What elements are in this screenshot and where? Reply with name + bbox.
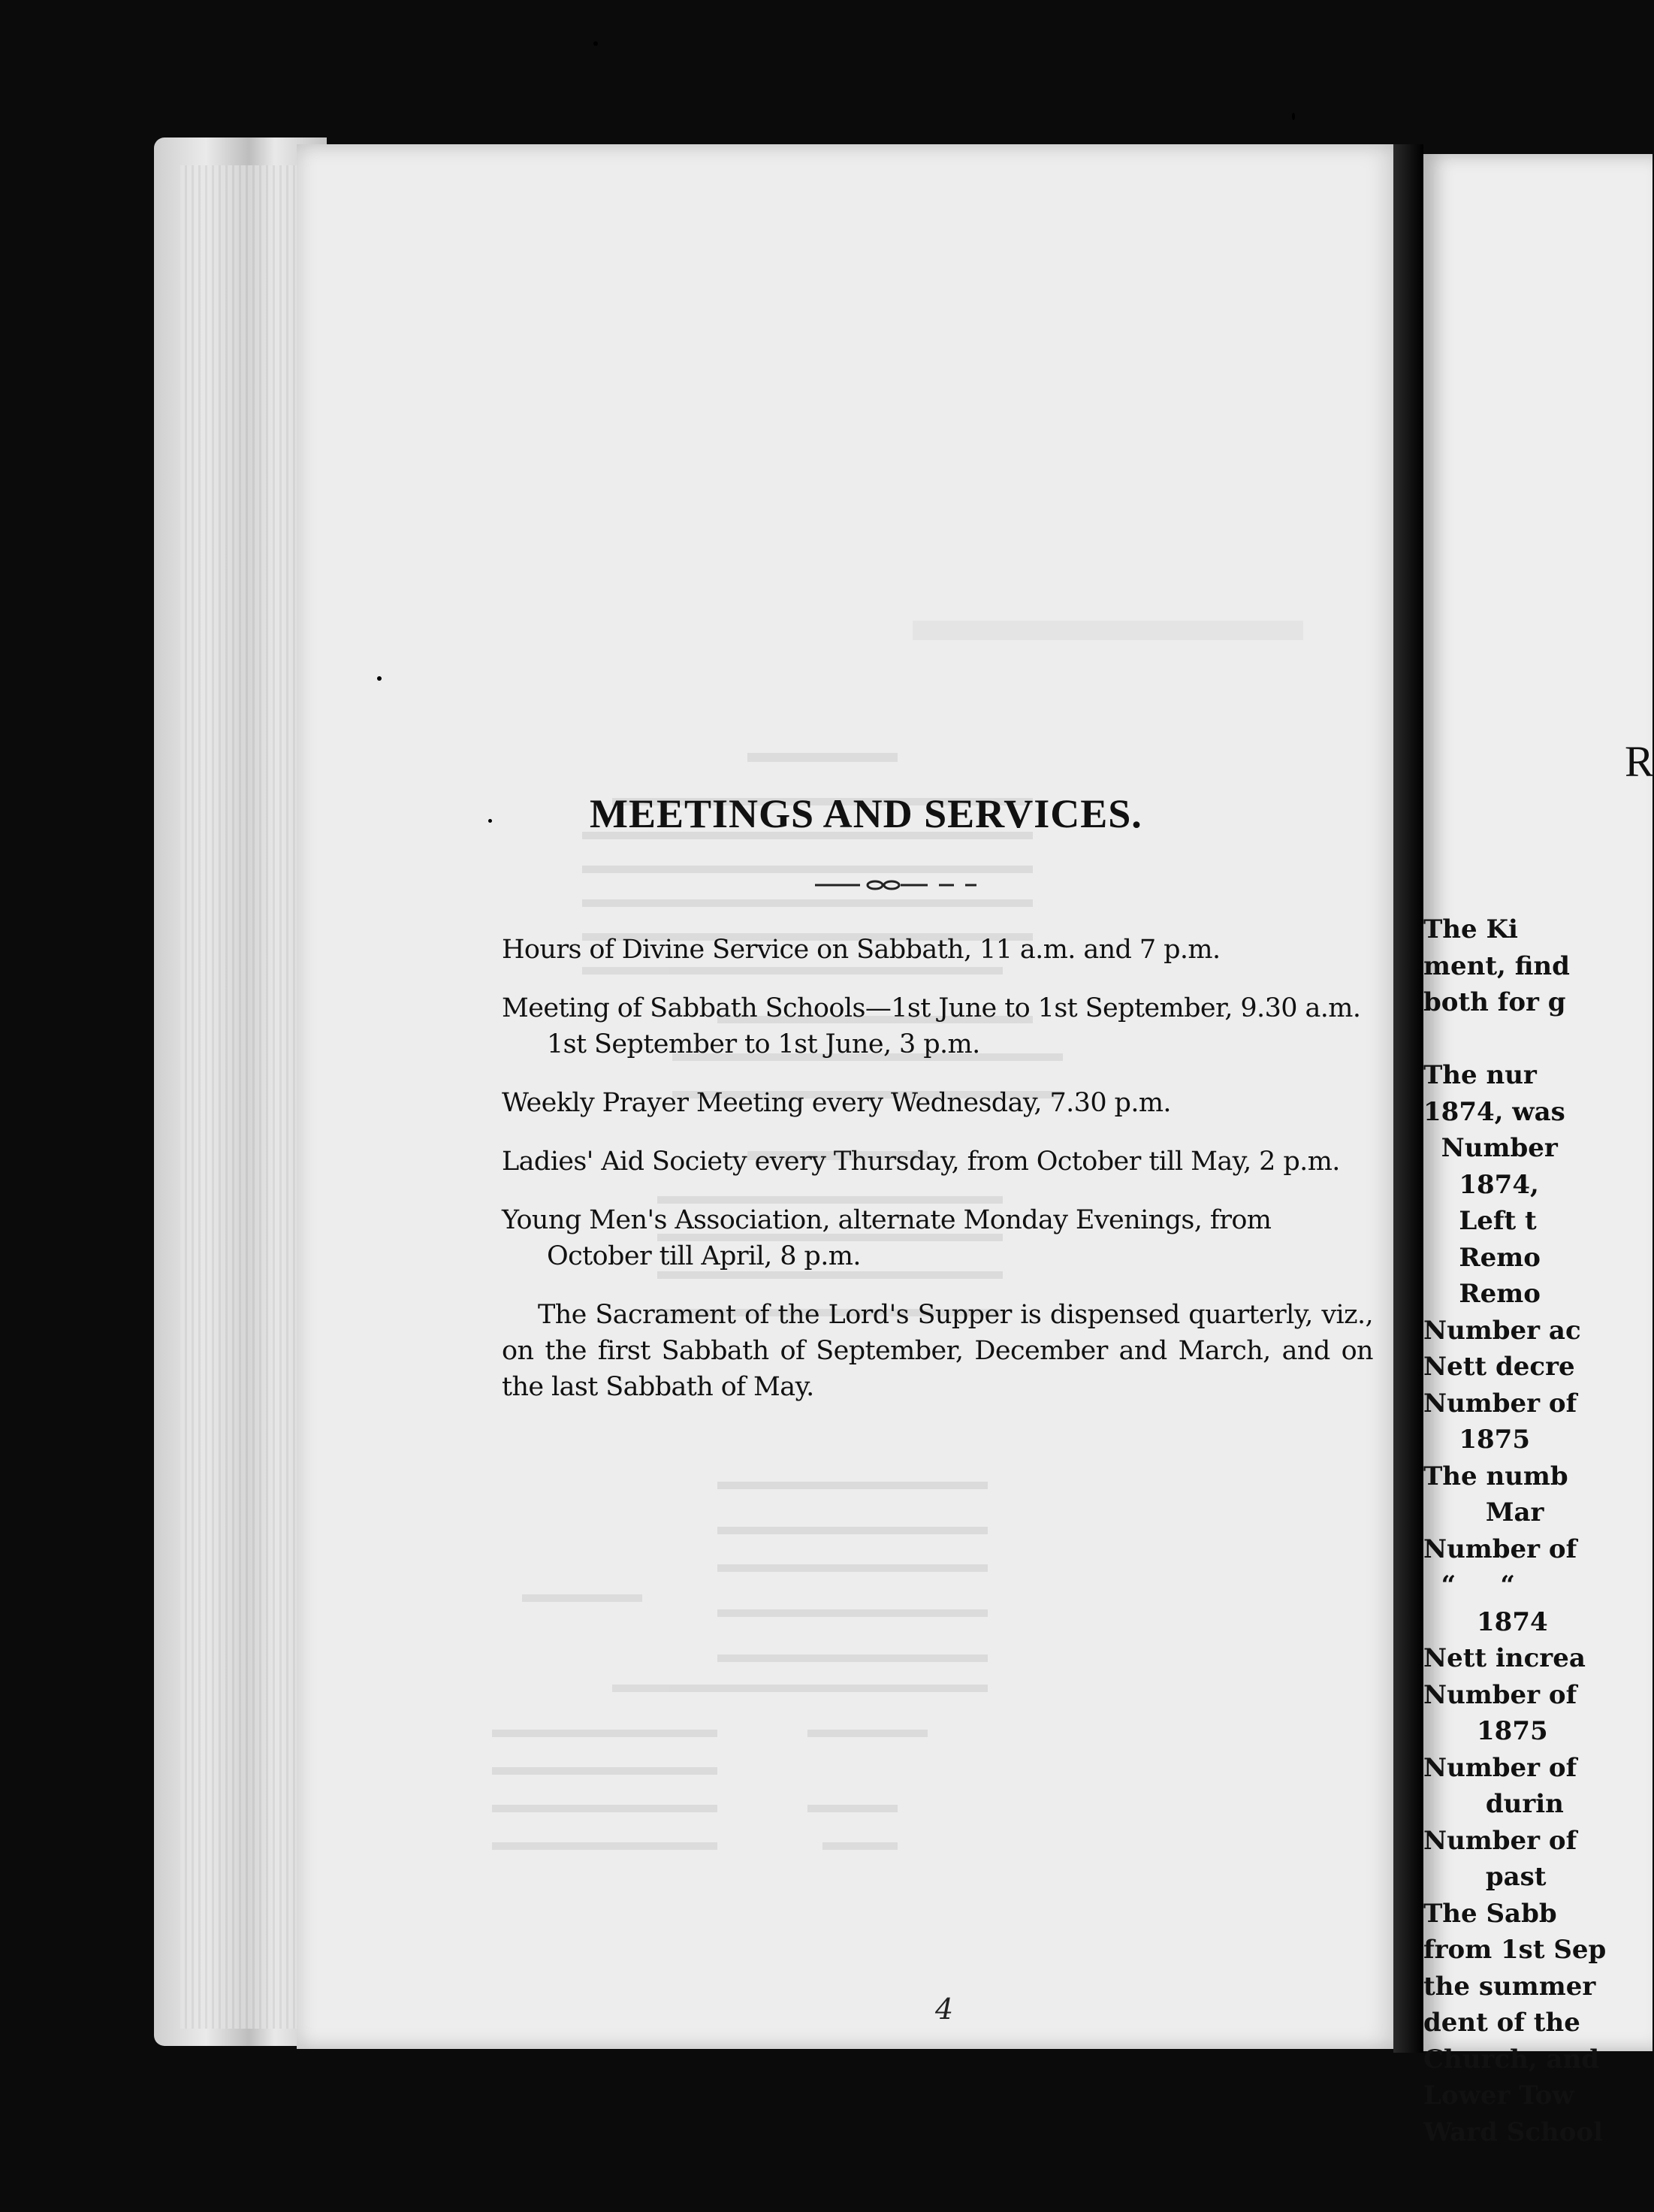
right-page-line: both for g <box>1423 987 1566 1017</box>
right-page-line: 1875 <box>1423 1716 1548 1746</box>
right-page-heading: R <box>1625 737 1654 786</box>
right-page-line: past <box>1423 1862 1547 1892</box>
show-through-officers <box>492 1482 1093 2023</box>
right-page-line: The Sabb <box>1423 1898 1557 1929</box>
right-page-line: 1874, was <box>1423 1096 1565 1127</box>
right-page-line: Number of <box>1423 1534 1577 1564</box>
right-page-text <box>1423 911 1652 2150</box>
right-page-line: Number of <box>1423 1752 1577 1783</box>
right-page-line: durin <box>1423 1789 1564 1819</box>
right-page-line: Left t <box>1423 1206 1537 1236</box>
service-entry: Ladies' Aid Society every Thursday, from October till May, 2 p.m. <box>502 1147 1340 1177</box>
dust-speck <box>488 819 492 823</box>
service-entry: Hours of Divine Service on Sabbath, 11 a.m. and 7 p.m. <box>502 935 1221 965</box>
right-page-line: 1875 <box>1423 1425 1530 1455</box>
service-entry: Weekly Prayer Meeting every Wednesday, 7.30 p.m. <box>502 1088 1171 1118</box>
right-page-line: Nett decre <box>1423 1352 1575 1382</box>
right-page-line: Number of <box>1423 1679 1577 1710</box>
right-page-line: the summer <box>1423 1971 1596 2002</box>
right-page-line: The Ki <box>1423 914 1518 944</box>
service-entry: Meeting of Sabbath Schools—1st June to 1st September, 9.30 a.m. 1st September to 1st June, 3 p.m. <box>502 993 1361 1059</box>
right-page-line: Number <box>1423 1133 1558 1163</box>
show-through-title <box>913 610 1303 649</box>
dust-speck <box>377 676 382 681</box>
right-page-line: 1874 <box>1423 1606 1548 1637</box>
right-page-line: Remo <box>1423 1242 1541 1273</box>
right-page-line: 1874, <box>1423 1169 1539 1200</box>
services-list <box>502 932 1373 1405</box>
right-page-line: Mar <box>1423 1497 1544 1528</box>
right-page-line: Lower Tow <box>1423 2081 1574 2111</box>
right-page-line: “ “ <box>1423 1570 1515 1600</box>
right-page-line: The nur <box>1423 1060 1537 1090</box>
right-page-line: dent of the <box>1423 2008 1580 2038</box>
right-page <box>1423 154 1654 2147</box>
book-gutter <box>1393 144 1423 2053</box>
dust-speck <box>593 41 598 46</box>
right-page-line: Ward School <box>1423 2117 1604 2147</box>
right-page-line <box>1423 1021 1652 1058</box>
right-page-line: ment, find <box>1423 950 1570 981</box>
right-page-line: The numb <box>1423 1461 1568 1491</box>
page-stack-edges <box>180 165 315 2029</box>
service-entry: Young Men's Association, alternate Monday Evenings, from October till April, 8 p.m. <box>502 1205 1272 1271</box>
sacrament-paragraph: The Sacrament of the Lord's Supper is dispensed quarterly, viz., on the first Sabbath of September, December and March, and on the last Sabbath of May. <box>502 1300 1373 1402</box>
right-page-line: Number ac <box>1423 1315 1581 1346</box>
right-page-line: Number of <box>1423 1825 1577 1856</box>
page-title: MEETINGS AND SERVICES. <box>590 791 1142 836</box>
page-number: 4 <box>935 1993 954 2026</box>
right-page-line: Remo <box>1423 1279 1541 1309</box>
right-page-line: Number of <box>1423 1388 1577 1419</box>
right-page-line: Church, and <box>1423 2044 1600 2075</box>
dust-speck <box>1292 113 1295 120</box>
right-page-line: Nett increa <box>1423 1643 1586 1673</box>
ornamental-divider <box>815 879 995 891</box>
right-page-line: from 1st Sep <box>1423 1935 1607 1965</box>
